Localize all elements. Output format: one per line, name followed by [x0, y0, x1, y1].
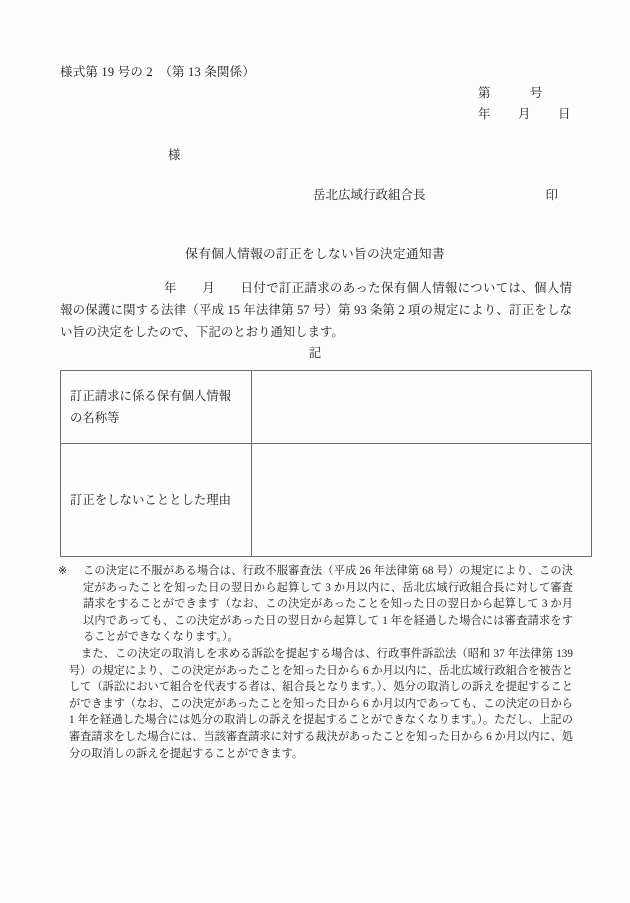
page-title: 保有個人情報の訂正をしない旨の決定通知書	[185, 247, 445, 261]
table-row-value[interactable]	[252, 444, 592, 557]
footnote-appeal	[58, 563, 573, 646]
addressee-honorific: 様	[168, 148, 181, 162]
document-date-line	[478, 104, 571, 125]
table-row	[61, 371, 592, 444]
table-row-label: 訂正をしないこととした理由	[61, 444, 252, 557]
asterisk-icon: ※	[58, 565, 68, 577]
information-table	[60, 370, 592, 557]
table-row-value[interactable]	[252, 371, 592, 444]
number-prefix-label: 第	[478, 86, 491, 100]
document-number-line	[478, 83, 571, 104]
body-paragraph: 年 月 日付で訂正請求のあった保有個人情報については、個人情報の保護に関する法律（平成 15 年法律第 57 号）第 93 条第 2 項の規定により、訂正をしない旨の決定をしたので、下記のとおり通知します。	[60, 281, 572, 339]
month-label: 月	[518, 107, 531, 121]
table-row	[61, 444, 592, 557]
issuer-line	[313, 185, 558, 203]
seal-mark: 印	[545, 188, 558, 202]
document-meta-block	[478, 83, 571, 125]
year-label: 年	[478, 107, 491, 121]
footnotes	[58, 563, 573, 762]
form-number: 様式第 19 号の 2 （第 13 条関係）	[60, 65, 256, 79]
number-suffix-label: 号	[530, 86, 543, 100]
table-row-label: 訂正請求に係る保有個人情報の名称等	[61, 371, 252, 444]
footnote-appeal-text: この決定に不服がある場合は、行政不服審査法（平成 26 年法律第 68 号）の規定により、この決定があったことを知った日の翌日から起算して 3 か月以内に、岳北広域行政組合長に対して審査請求をすることができます（なお、この決定があったことを知った日の翌日から起算して 3 か月以内であっても、この決定があった日の翌日から起算して 1 年を経過した場合には審査請求をすることができなくなります。）。	[83, 565, 573, 644]
footnote-litigation: また、この決定の取消しを求める訴訟を提起する場合は、行政事件訴訟法（昭和 37 年法律第 139 号）の規定により、この決定があったことを知った日から 6 か月以内に、岳北広域行政組合を被告として（訴訟において組合を代表する者は、組合長となります。）、処分の取消しの訴えを提起することができます（なお、この決定があったことを知った日から 6 か月以内であっても、この決定の日から 1 年を経過した場合には処分の取消しの訴えを提起することができなくなります。）。ただし、上記の審査請求をした場合には、当該審査請求に対する裁決があったことを知った日から 6 か月以内に、処分の取消しの訴えを提起することができます。	[69, 647, 573, 760]
issuer-name: 岳北広域行政組合長	[313, 188, 426, 202]
day-label: 日	[558, 107, 571, 121]
ki-heading: 記	[308, 346, 322, 360]
